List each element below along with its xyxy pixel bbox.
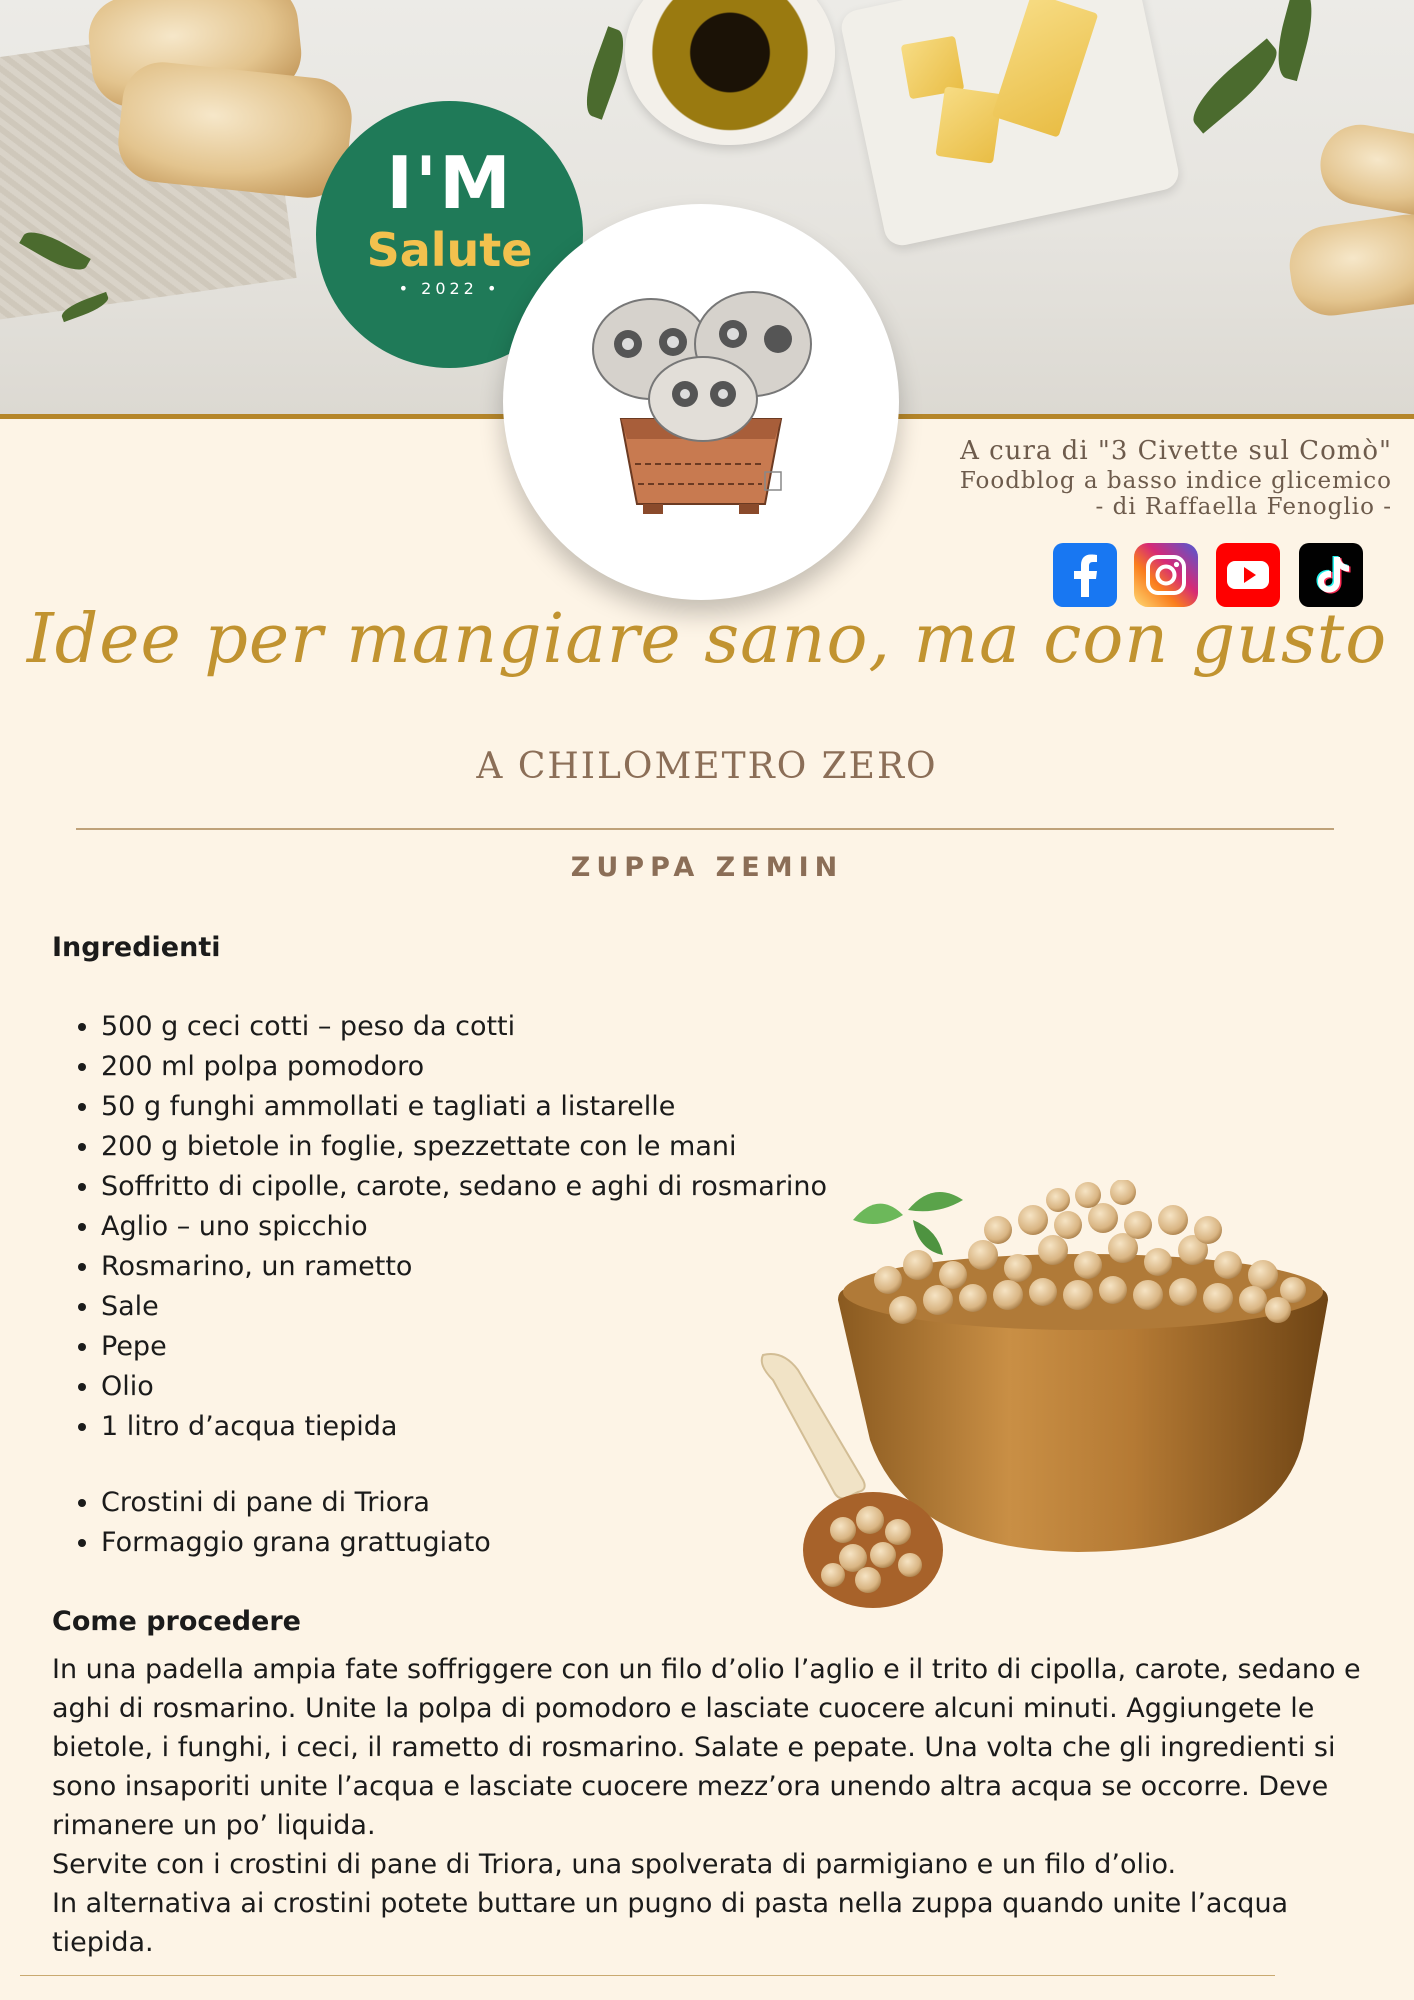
- procedure-paragraph: In una padella ampia fate soffriggere con un filo d’olio l’aglio e il trito di cipolla, carote, sedano e aghi di rosmarino. Unite la polpa di pomodoro e lasciate cuocere alcuni minuti. Aggiungete le bietole, i funghi, i ceci, il rametto di rosmarino. Salate e pepate. Una volta che gli ingredienti si sono insaporiti unite l’acqua e lasciate cuocere mezz’ora unendo altra acqua se occorre. Deve rimanere un po’ liquida.: [52, 1654, 1361, 1841]
- ingredient-item: • Pepe: [101, 1327, 827, 1367]
- tiktok-icon[interactable]: [1299, 543, 1363, 607]
- owls-in-pot-illustration: [503, 204, 899, 600]
- ingredient-item: • 200 g bietole in foglie, spezzettate con le mani: [101, 1127, 827, 1167]
- ingredients-list: [52, 1007, 827, 1447]
- ingredient-item: • Soffritto di cipolle, carote, sedano e aghi di rosmarino: [101, 1167, 827, 1207]
- logo-text: I'M: [386, 141, 513, 225]
- credits-line: Foodblog a basso indice glicemico: [959, 468, 1392, 494]
- footer-divider: [20, 1975, 1275, 1976]
- procedure-text: [52, 1650, 1372, 1962]
- divider: [76, 828, 1334, 830]
- credits-line: - di Raffaella Fenoglio -: [1095, 494, 1392, 520]
- ingredient-item: • Aglio – uno spicchio: [101, 1207, 827, 1247]
- procedure-paragraph: Servite con i crostini di pane di Triora, una spolverata di parmigiano e un filo d’olio.: [52, 1849, 1177, 1880]
- ingredient-item: • Olio: [101, 1367, 827, 1407]
- procedure-heading: Come procedere: [52, 1606, 301, 1637]
- procedure-paragraph: In alternativa ai crostini potete buttare un pugno di pasta nella zuppa quando unite l’acqua tiepida.: [52, 1888, 1289, 1958]
- olive-leaf: [1183, 38, 1288, 133]
- extras-list: [52, 1483, 491, 1563]
- olive-leaf: [577, 26, 632, 119]
- cheese-cube: [935, 86, 1002, 163]
- instagram-icon[interactable]: [1134, 543, 1198, 607]
- extra-item: • Formaggio grana grattugiato: [101, 1523, 491, 1563]
- ingredient-item: • 50 g funghi ammollati e tagliati a listarelle: [101, 1087, 827, 1127]
- owl-illustration: [503, 204, 899, 600]
- ingredient-item: • 500 g ceci cotti – peso da cotti: [101, 1007, 827, 1047]
- youtube-icon[interactable]: [1216, 543, 1280, 607]
- chickpeas-bowl-image: [758, 1180, 1328, 1620]
- ingredients-heading: Ingredienti: [52, 932, 221, 963]
- ingredient-item: • Rosmarino, un rametto: [101, 1247, 827, 1287]
- page-subtitle: A CHILOMETRO ZERO: [476, 746, 938, 787]
- recipe-title: ZUPPA ZEMIN: [570, 852, 844, 883]
- olive-leaf: [1270, 0, 1320, 81]
- logo-year: • 2022 •: [398, 279, 501, 298]
- ingredient-item: • 200 ml polpa pomodoro: [101, 1047, 827, 1087]
- credits-line: A cura di "3 Civette sul Comò": [960, 436, 1392, 466]
- ingredient-item: • Sale: [101, 1287, 827, 1327]
- bread-slice: [1285, 209, 1414, 320]
- ingredient-item: • 1 litro d’acqua tiepida: [101, 1407, 827, 1447]
- page-title: Idee per mangiare sano, ma con gusto: [26, 600, 1388, 679]
- extra-item: • Crostini di pane di Triora: [101, 1483, 491, 1523]
- oil-vinegar-bowl: [625, 0, 835, 145]
- logo-text: Salute: [366, 223, 533, 277]
- bread-slice: [1314, 118, 1414, 221]
- author-credits: [960, 436, 1392, 520]
- facebook-icon[interactable]: [1053, 543, 1117, 607]
